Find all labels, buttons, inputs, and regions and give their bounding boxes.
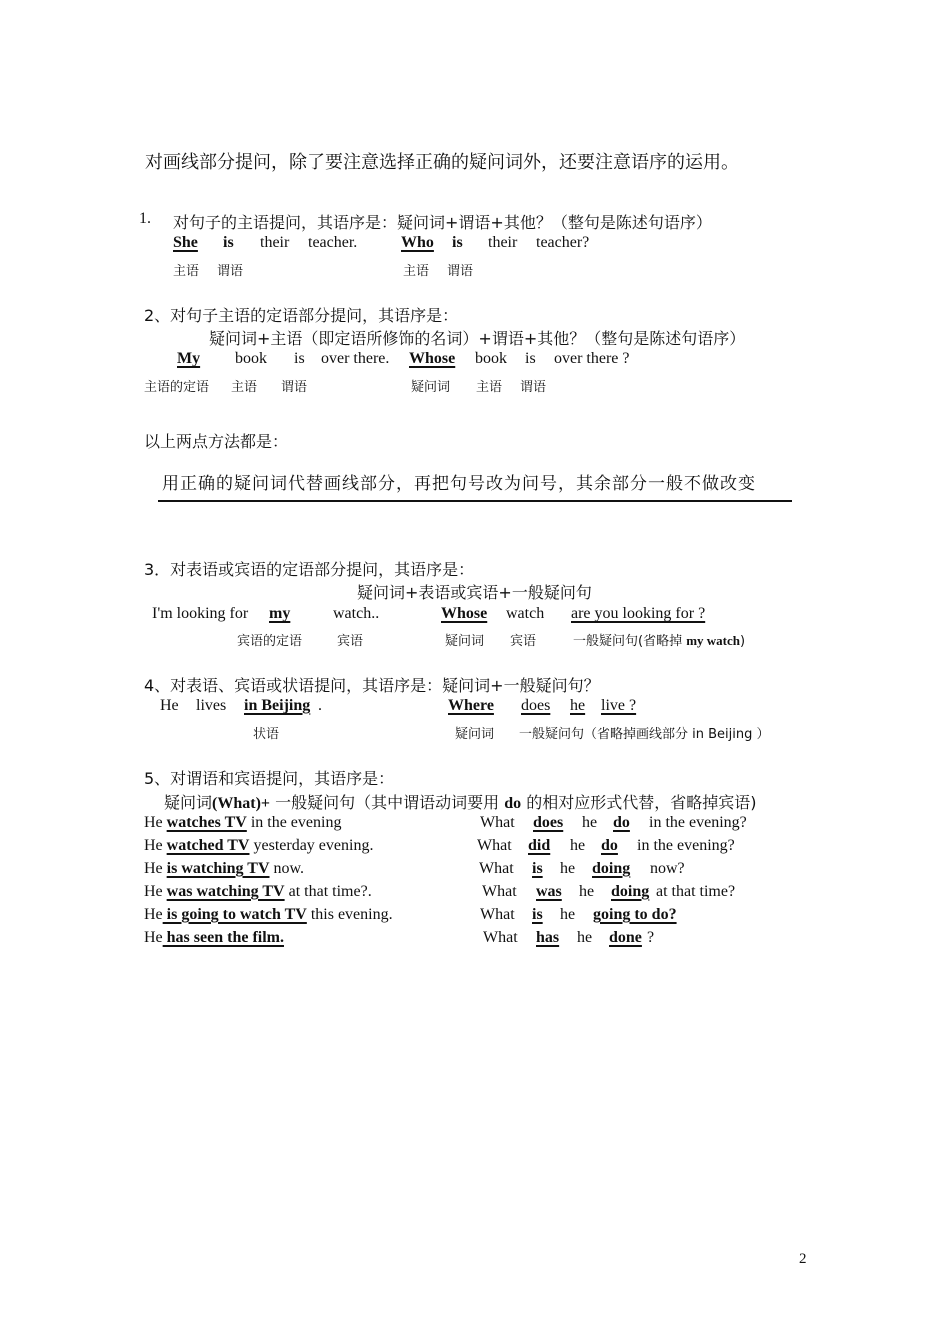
s1-ex-is: is bbox=[223, 234, 234, 251]
s3-label-attr: 宾语的定语 bbox=[237, 634, 303, 649]
s5-heading: 5、对谓语和宾语提问，其语序是： bbox=[144, 769, 395, 788]
s3-label-object: 宾语 bbox=[337, 634, 364, 649]
s2-ex-book2: book bbox=[475, 350, 507, 367]
s4-ex-he: He bbox=[160, 697, 179, 714]
page-number: 2 bbox=[799, 1251, 807, 1267]
s3-ex-watch: watch.. bbox=[333, 605, 380, 622]
s3-ex-whose: Whose bbox=[441, 605, 488, 622]
row-what: What bbox=[477, 837, 512, 854]
row-verb: doing bbox=[611, 883, 650, 900]
intro-text: 对画线部分提问，除了要注意选择正确的疑问词外，还要注意语序的运用。 bbox=[145, 152, 739, 173]
s2-rule: 疑问词+主语（即定语所修饰的名词）+谓语+其他？（整句是陈述句语序） bbox=[209, 329, 746, 348]
s1-number: 1. bbox=[139, 210, 151, 227]
s2-ex-over-there2: over there ? bbox=[554, 350, 630, 367]
s1-label-predicate: 谓语 bbox=[217, 264, 244, 279]
s4-heading: 4、对表语、宾语或状语提问，其语序是：疑问词+一般疑问句？ bbox=[144, 676, 600, 695]
row-verb: do bbox=[601, 837, 618, 854]
row-what: What bbox=[480, 814, 515, 831]
s2-ex-my: My bbox=[177, 350, 201, 367]
s1-ex-teacher: teacher. bbox=[308, 234, 358, 251]
s2-label-subject: 主语 bbox=[231, 380, 258, 395]
s1-ex-who: Who bbox=[401, 234, 434, 251]
s1-label-predicate2: 谓语 bbox=[447, 264, 474, 279]
row-aux: was bbox=[536, 883, 562, 900]
table-row-statement: He has seen the film. bbox=[144, 929, 284, 946]
s2-label-predicate2: 谓语 bbox=[520, 380, 547, 395]
s4-ex-where: Where bbox=[448, 697, 494, 714]
s4-ex-in-beijing: in Beijing bbox=[244, 697, 311, 714]
row-verb: done bbox=[609, 929, 642, 946]
row-what: What bbox=[482, 883, 517, 900]
s4-ex-does: does bbox=[521, 697, 551, 714]
s1-ex-she: She bbox=[173, 234, 198, 251]
row-he: he bbox=[560, 860, 576, 877]
row-he: he bbox=[579, 883, 595, 900]
s3-ex-looking-for: I'm looking for bbox=[152, 605, 249, 622]
s1-ex-their: their bbox=[260, 234, 290, 251]
s3-ex-are-you-looking-for: are you looking for ? bbox=[571, 605, 706, 622]
row-verb: going to do? bbox=[593, 906, 677, 923]
s2-ex-whose: Whose bbox=[409, 350, 456, 367]
s2-ex-is2: is bbox=[525, 350, 536, 367]
s2-ex-is: is bbox=[294, 350, 305, 367]
s2-ex-book: book bbox=[235, 350, 267, 367]
s4-ex-he2: he bbox=[570, 697, 586, 714]
row-verb: doing bbox=[592, 860, 631, 877]
s1-heading: 对句子的主语提问，其语序是：疑问词+谓语+其他？（整句是陈述句语序） bbox=[173, 213, 712, 232]
s1-ex-is2: is bbox=[452, 234, 463, 251]
table-row-statement: He is watching TV now. bbox=[144, 860, 305, 877]
row-rest: in the evening? bbox=[637, 837, 735, 854]
table-row-statement: He is going to watch TV this evening. bbox=[144, 906, 393, 923]
summary-box: 用正确的疑问词代替画线部分，再把句号改为问号，其余部分一般不做改变 bbox=[158, 469, 792, 502]
s4-ex-period: . bbox=[318, 697, 322, 714]
row-what: What bbox=[479, 860, 514, 877]
row-what: What bbox=[483, 929, 518, 946]
row-verb: do bbox=[613, 814, 630, 831]
row-what: What bbox=[480, 906, 515, 923]
s5-rule: 疑问词(What)+ 一般疑问句（其中谓语动词要用 do 的相对应形式代替，省略掉宾语) bbox=[164, 793, 757, 812]
s2-ex-over-there: over there. bbox=[321, 350, 390, 367]
row-rest: now? bbox=[650, 860, 685, 877]
s4-label-general-q: 一般疑问句（省略掉画线部分 in Beijing ） bbox=[519, 727, 770, 742]
row-aux: is bbox=[532, 860, 543, 877]
s3-ex-my: my bbox=[269, 605, 291, 622]
row-aux: is bbox=[532, 906, 543, 923]
row-aux: did bbox=[528, 837, 551, 854]
s2-label-attr: 主语的定语 bbox=[144, 380, 210, 395]
row-aux: has bbox=[536, 929, 560, 946]
s3-label-qword: 疑问词 bbox=[445, 634, 485, 649]
s3-heading: 3．对表语或宾语的定语部分提问，其语序是： bbox=[144, 560, 475, 579]
s1-ex-their2: their bbox=[488, 234, 518, 251]
s1-label-subject: 主语 bbox=[173, 264, 200, 279]
row-he: he bbox=[560, 906, 576, 923]
s4-ex-lives: lives bbox=[196, 697, 227, 714]
row-rest: at that time? bbox=[656, 883, 736, 900]
summary-label: 以上两点方法都是： bbox=[144, 432, 289, 451]
s3-ex-watch2: watch bbox=[506, 605, 545, 622]
s3-label-general-q: 一般疑问句(省略掉 my watch) bbox=[573, 633, 746, 649]
s3-rule: 疑问词+表语或宾语+一般疑问句 bbox=[357, 583, 592, 602]
row-rest: ? bbox=[647, 929, 655, 946]
row-he: he bbox=[577, 929, 593, 946]
s2-label-subject2: 主语 bbox=[476, 380, 503, 395]
s1-label-subject2: 主语 bbox=[403, 264, 430, 279]
s2-label-predicate: 谓语 bbox=[281, 380, 308, 395]
row-rest: in the evening? bbox=[649, 814, 747, 831]
s1-ex-teacher2: teacher? bbox=[536, 234, 590, 251]
table-row-statement: He was watching TV at that time?. bbox=[144, 883, 372, 900]
s3-label-object2: 宾语 bbox=[510, 634, 537, 649]
s4-ex-live: live ? bbox=[601, 697, 637, 714]
row-he: he bbox=[570, 837, 586, 854]
s2-heading: 2、对句子主语的定语部分提问，其语序是： bbox=[144, 306, 459, 325]
table-row-statement: He watches TV in the evening bbox=[144, 814, 342, 831]
table-row-statement: He watched TV yesterday evening. bbox=[144, 837, 374, 854]
s4-label-adverbial: 状语 bbox=[253, 727, 280, 742]
s2-label-qword: 疑问词 bbox=[411, 380, 451, 395]
s4-label-qword: 疑问词 bbox=[455, 727, 495, 742]
row-aux: does bbox=[533, 814, 564, 831]
row-he: he bbox=[582, 814, 598, 831]
